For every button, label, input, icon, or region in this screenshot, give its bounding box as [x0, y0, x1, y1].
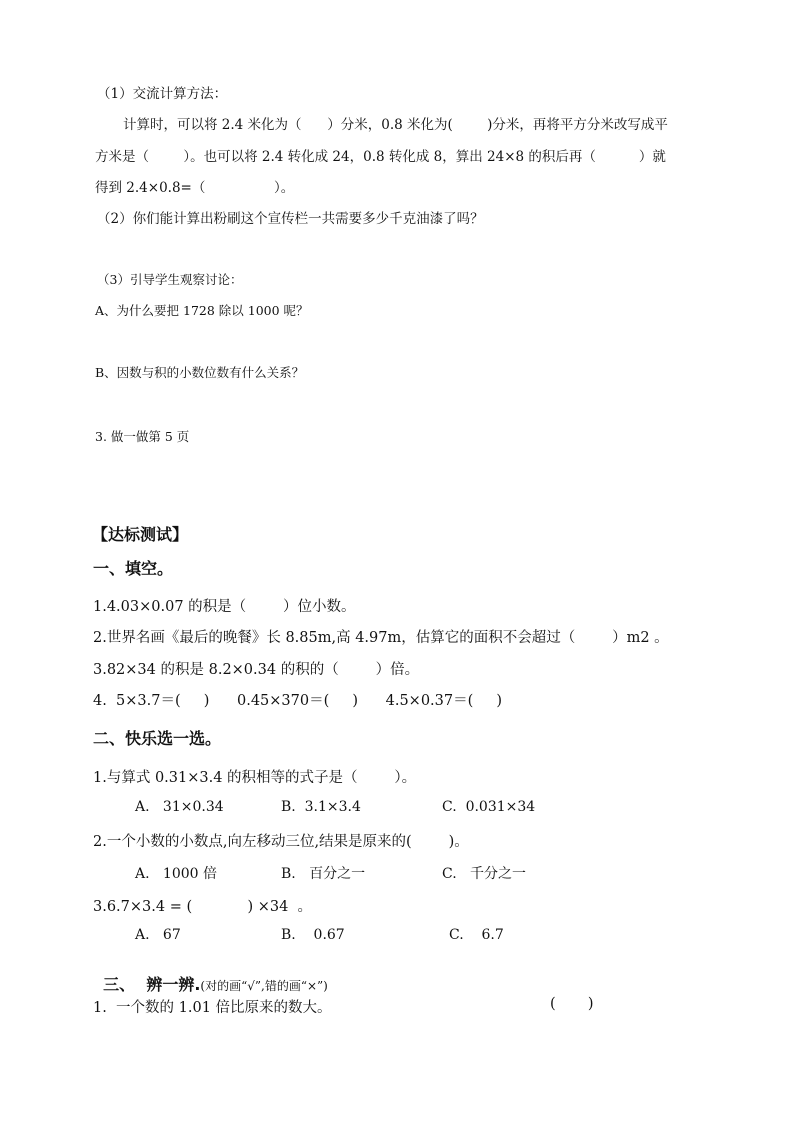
fill-question-3: 3.82×34 的积是 8.2×0.34 的积的（ ）倍。: [93, 662, 420, 678]
part2-title: 二、快乐选一选。: [93, 729, 222, 748]
item4: 3. 做一做第 5 页: [95, 429, 190, 444]
choice-1-option-c: C. 0.031×34: [442, 799, 536, 815]
part3-note: (对的画“√”,错的画“×”): [200, 979, 328, 993]
judge-statement-1: 1. 一个数的 1.01 倍比原来的数大。: [93, 1000, 332, 1016]
item3-title: （3）引导学生观察讨论：: [97, 272, 243, 287]
choice-1-option-b: B. 3.1×3.4: [281, 799, 361, 815]
choice-2-option-a: A. 1000 倍: [135, 866, 217, 882]
choice-3-option-c: C. 6.7: [449, 927, 504, 943]
choice-3-option-b: B. 0.67: [281, 927, 345, 943]
part3-heading: [93, 953, 328, 995]
paragraph-line-3: 得到 2.4×0.8=（ ）。: [95, 180, 295, 196]
paragraph-line-1: 计算时，可以将 2.4 米化为（ ）分米，0.8 米化为( )分米，再将平方分米改写成平: [123, 117, 668, 133]
fill-question-2: 2.世界名画《最后的晚餐》长 8.85m,高 4.97m，估算它的面积不会超过（ ）m2 。: [93, 630, 669, 646]
item2: （2）你们能计算出粉刷这个宣传栏一共需要多少千克油漆了吗？: [97, 211, 484, 227]
choice-question-3: 3.6.7×3.4 = ( ) ×34 。: [93, 899, 313, 915]
fill-question-1: 1.4.03×0.07 的积是（ ）位小数。: [93, 599, 356, 615]
fill-question-4: 4. 5×3.7＝( ) 0.45×370＝( ) 4.5×0.37＝( ): [93, 693, 502, 709]
judge-blank-1: ( ): [550, 996, 594, 1012]
part3-title: 三、 辨一辨.: [103, 975, 201, 994]
choice-2-option-c: C. 千分之一: [442, 866, 527, 882]
choice-3-option-a: A. 67: [135, 927, 181, 943]
choice-2-option-b: B. 百分之一: [281, 866, 366, 882]
item1-title: （1）交流计算方法：: [97, 86, 228, 102]
item3-question-a: A、为什么要把 1728 除以 1000 呢？: [95, 303, 309, 318]
choice-question-1: 1.与算式 0.31×3.4 的积相等的式子是（ ）。: [93, 770, 417, 786]
paragraph-line-2: 方米是（ ）。也可以将 2.4 转化成 24，0.8 转化成 8，算出 24×8 的积后再（ ）就: [95, 149, 666, 165]
item3-question-b: B、因数与积的小数位数有什么关系？: [95, 365, 305, 380]
choice-question-2: 2.一个小数的小数点,向左移动三位,结果是原来的( )。: [93, 834, 469, 850]
choice-1-option-a: A. 31×0.34: [135, 799, 224, 815]
test-heading: 【达标测试】: [92, 525, 189, 544]
part1-title: 一、填空。: [93, 559, 174, 578]
